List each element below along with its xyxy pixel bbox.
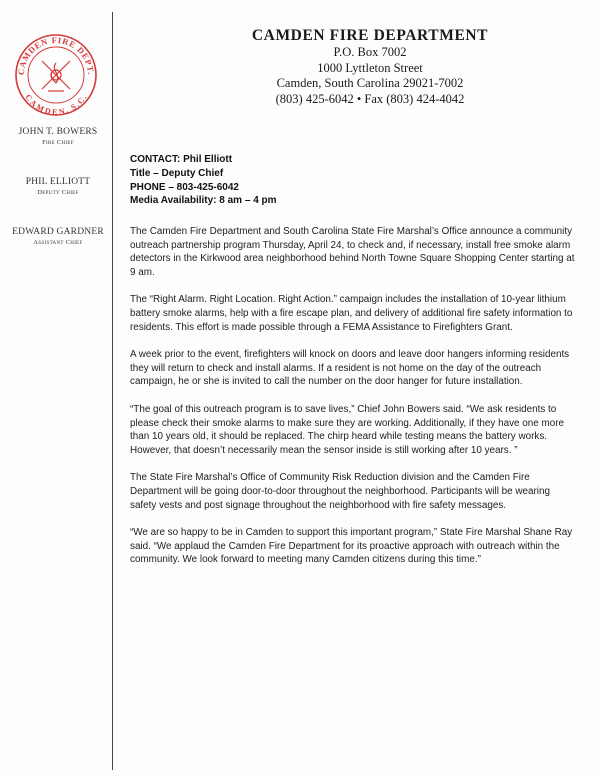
svg-text:CAMDEN FIRE DEPT. [16,35,96,76]
contact-phone: PHONE – 803-425-6042 [130,181,239,193]
press-release-body [130,225,578,581]
officer-name: PHIL ELLIOTT [25,177,91,187]
paragraph-campaign: The “Right Alarm. Right Location. Right Action.” campaign includes the installation of 10-year lithium battery smoke alarms, help with a fire escape plan, and delivery of additional fire safety information to residents. This effort is made possible through a FEMA Assistance to Firefighters Grant. [130,294,573,333]
officer-name: JOHN T. BOWERS [18,127,98,137]
paragraph-chief-quote: “The goal of this outreach program is to save lives,” Chief John Bowers said. “We ask residents to please check their smoke alarms to make sure they are working. Additionally, if they have one more than 10 years old, it should be replaced. The chirp heard while testing means the battery works. However, that doesn’t necessarily mean the sensor inside is still working after 10 years. ” [130,403,564,456]
media-availability: Media Availability: 8 am – 4 pm [130,195,277,207]
officer-deputy-chief [8,176,108,197]
department-name: CAMDEN FIRE DEPARTMENT [251,27,489,44]
contact-title: Title – Deputy Chief [130,167,224,179]
letterhead [200,27,540,107]
officer-title: Fire Chief [42,139,74,146]
contact-block [130,153,570,208]
officer-title: Assistant Chief [33,239,83,246]
officer-assistant-chief [8,226,108,247]
officer-title: Deputy Chief [37,189,79,196]
paragraph-announcement: The Camden Fire Department and South Carolina State Fire Marshal’s Office announce a community outreach partnership program Thursday, April 24, to check and, if necessary, install free smoke alarm detectors in the Kirkwood area neighborhood behind North Towne Square Shopping Center starting at 9 am. [130,226,575,278]
officer-name: EDWARD GARDNER [12,227,104,237]
seal-top-text: CAMDEN FIRE DEPT. [15,34,97,76]
officer-fire-chief [8,126,108,147]
contact-name: CONTACT: Phil Elliott [130,154,233,165]
paragraph-marshal-quote: “We are so happy to be in Camden to support this important program,” State Fire Marshal Shane Ray said. “We applaud the Camden Fire Department for its proactive approach with outreach within the community. We look forward to meeting many Camden citizens during this time.” [130,527,573,566]
paragraph-door-hangers: A week prior to the event, firefighters will knock on doors and leave door hangers informing residents they will return to check and install alarms. If a resident is not home on the day of the outreach campaign, he or she is invited to call the number on the door hanger for future installation. [130,349,570,388]
fire-department-seal-icon [14,33,98,117]
po-box: P.O. Box 7002 [333,45,407,59]
seal-bottom-text: CAMDEN, S.C. [23,92,89,117]
svg-text:CAMDEN, S.C. [23,93,88,117]
street-address: 1000 Lyttleton Street [317,60,423,75]
sidebar-divider [112,12,113,770]
city-state-zip: Camden, South Carolina 29021-7002 [276,76,464,90]
phone-fax: (803) 425-6042 • Fax (803) 424-4042 [275,91,465,106]
seal-emblem [42,61,70,91]
paragraph-door-to-door: The State Fire Marshal’s Office of Community Risk Reduction division and the Camden Fire Department will be going door-to-door throughout the neighborhood. Participants will be wearing safety vests and post signage throughout the neighborhood with fire safety messages. [130,472,550,511]
